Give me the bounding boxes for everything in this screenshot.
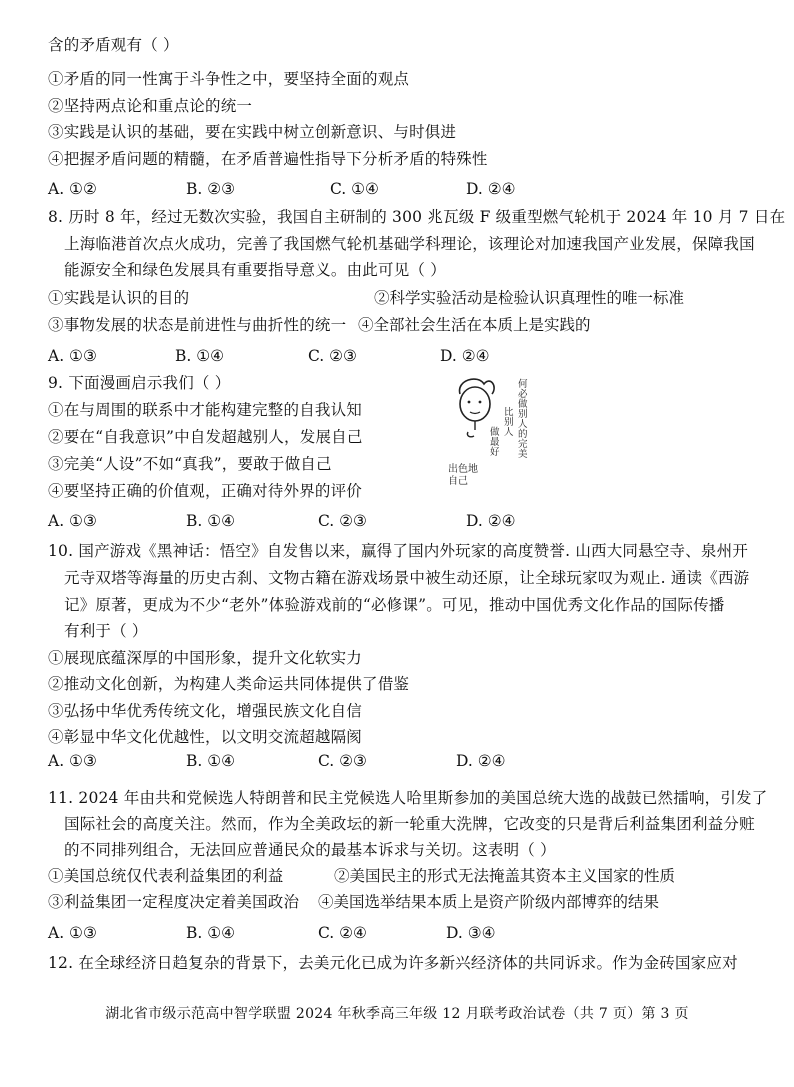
cartoon-caption-2: 比别人 xyxy=(504,407,514,438)
q7-option-b: B. ②③ xyxy=(186,180,236,198)
q10-stem-line-2: 元寺双塔等海量的历史古刹、文物古籍在游戏场景中被生动还原，让全球玩家叹为观止. 通读《西游 xyxy=(64,569,750,587)
q11-option-a: A. ①③ xyxy=(48,924,97,942)
cartoon-caption-3: 做最好 xyxy=(490,427,500,458)
q7-item-2: ②坚持两点论和重点论的统一 xyxy=(48,97,253,115)
q10-option-b: B. ①④ xyxy=(186,752,236,770)
q7-item-4: ④把握矛盾问题的精髓，在矛盾普遍性指导下分析矛盾的特殊性 xyxy=(48,150,488,168)
cartoon-text-5: 自己 xyxy=(448,476,468,487)
cartoon-caption-1: 何必做别人的完美 xyxy=(518,379,528,460)
cartoon-text-4: 出色地 xyxy=(448,464,478,475)
q11-stem-line-3: 的不同排列组合，无法回应普通民众的最基本诉求与关切。这表明（ ） xyxy=(64,841,556,859)
q7-item-1: ①矛盾的同一性寓于斗争性之中，要坚持全面的观点 xyxy=(48,70,410,88)
q8-stem-line-1: 8. 历时 8 年，经过无数次实验，我国自主研制的 300 兆瓦级 F 级重型燃气轮机于 2024 年 10 月 7 日在 xyxy=(48,208,786,226)
q9-item-2: ②要在“自我意识”中自发超越别人，发展自己 xyxy=(48,428,363,446)
q10-item-1: ①展现底蕴深厚的中国形象，提升文化软实力 xyxy=(48,649,363,667)
q8-option-b: B. ①④ xyxy=(175,347,225,365)
q9-option-d: D. ②④ xyxy=(466,512,516,530)
q11-option-d: D. ③④ xyxy=(446,924,496,942)
q8-option-a: A. ①③ xyxy=(48,347,97,365)
q9-option-a: A. ①③ xyxy=(48,512,97,530)
q11-stem-line-2: 国际社会的高度关注。然而，作为全美政坛的新一轮重大洗牌，它改变的只是背后利益集团利益分赃 xyxy=(64,815,755,833)
q10-item-2: ②推动文化创新，为构建人类命运共同体提供了借鉴 xyxy=(48,675,410,693)
q8-stem-line-2: 上海临港首次点火成功，完善了我国燃气轮机基础学科理论，该理论对加速我国产业发展，保障我国 xyxy=(64,235,755,253)
q7-option-d: D. ②④ xyxy=(466,180,516,198)
q10-item-4: ④彰显中华文化优越性，以文明交流超越隔阂 xyxy=(48,728,363,746)
q11-item-4: ④美国选举结果本质上是资产阶级内部博弈的结果 xyxy=(318,893,660,911)
q8-item-4: ④全部社会生活在本质上是实践的 xyxy=(358,316,591,334)
page-footer: 湖北省市级示范高中智学联盟 2024 年秋季高三年级 12 月联考政治试卷（共 7 页）第 3 页 xyxy=(105,1006,689,1022)
q11-item-1: ①美国总统仅代表利益集团的利益 xyxy=(48,867,284,885)
q12-stem: 12. 在全球经济日趋复杂的背景下，去美元化已成为许多新兴经济体的共同诉求。作为金砖国家应对 xyxy=(48,954,738,972)
q11-item-2: ②美国民主的形式无法掩盖其资本主义国家的性质 xyxy=(334,867,676,885)
q7-stem-end: 含的矛盾观有（ ） xyxy=(48,36,179,54)
q11-option-c: C. ②④ xyxy=(318,924,367,942)
q11-item-3: ③利益集团一定程度决定着美国政治 xyxy=(48,893,300,911)
q10-item-3: ③弘扬中华优秀传统文化，增强民族文化自信 xyxy=(48,702,363,720)
q9-option-c: C. ②③ xyxy=(318,512,367,530)
q10-stem-line-4: 有利于（ ） xyxy=(64,622,148,640)
q9-item-4: ④要坚持正确的价值观，正确对待外界的评价 xyxy=(48,482,363,500)
q11-stem-line-1: 11. 2024 年由共和党候选人特朗普和民主党候选人哈里斯参加的美国总统大选的战鼓已然擂响，引发了 xyxy=(48,789,768,807)
q11-option-b: B. ①④ xyxy=(186,924,236,942)
q10-option-d: D. ②④ xyxy=(456,752,506,770)
q7-option-a: A. ①② xyxy=(48,180,97,198)
q8-item-2: ②科学实验活动是检验认识真理性的唯一标准 xyxy=(374,289,685,307)
q10-option-c: C. ②③ xyxy=(318,752,367,770)
q8-option-c: C. ②③ xyxy=(308,347,357,365)
q7-option-c: C. ①④ xyxy=(330,180,379,198)
q10-option-a: A. ①③ xyxy=(48,752,97,770)
q9-item-1: ①在与周围的联系中才能构建完整的自我认知 xyxy=(48,401,363,419)
q7-item-3: ③实践是认识的基础，要在实践中树立创新意识、与时俱进 xyxy=(48,123,457,141)
q9-item-3: ③完美“人设”不如“真我”，要敢于做自己 xyxy=(48,455,332,473)
q9-stem: 9. 下面漫画启示我们（ ） xyxy=(48,374,231,392)
q8-option-d: D. ②④ xyxy=(440,347,490,365)
q10-stem-line-3: 记》原著，更成为不少“老外”体验游戏前的“必修课”。可见，推动中国优秀文化作品的国际传播 xyxy=(64,596,725,614)
q8-stem-line-3: 能源安全和绿色发展具有重要指导意义。由此可见（ ） xyxy=(64,261,446,279)
q9-option-b: B. ①④ xyxy=(186,512,236,530)
q8-item-3: ③事物发展的状态是前进性与曲折性的统一 xyxy=(48,316,347,334)
q8-item-1: ①实践是认识的目的 xyxy=(48,289,190,307)
q10-stem-line-1: 10. 国产游戏《黑神话：悟空》自发售以来，赢得了国内外玩家的高度赞誉. 山西大同悬空寺、泉州开 xyxy=(48,542,749,560)
